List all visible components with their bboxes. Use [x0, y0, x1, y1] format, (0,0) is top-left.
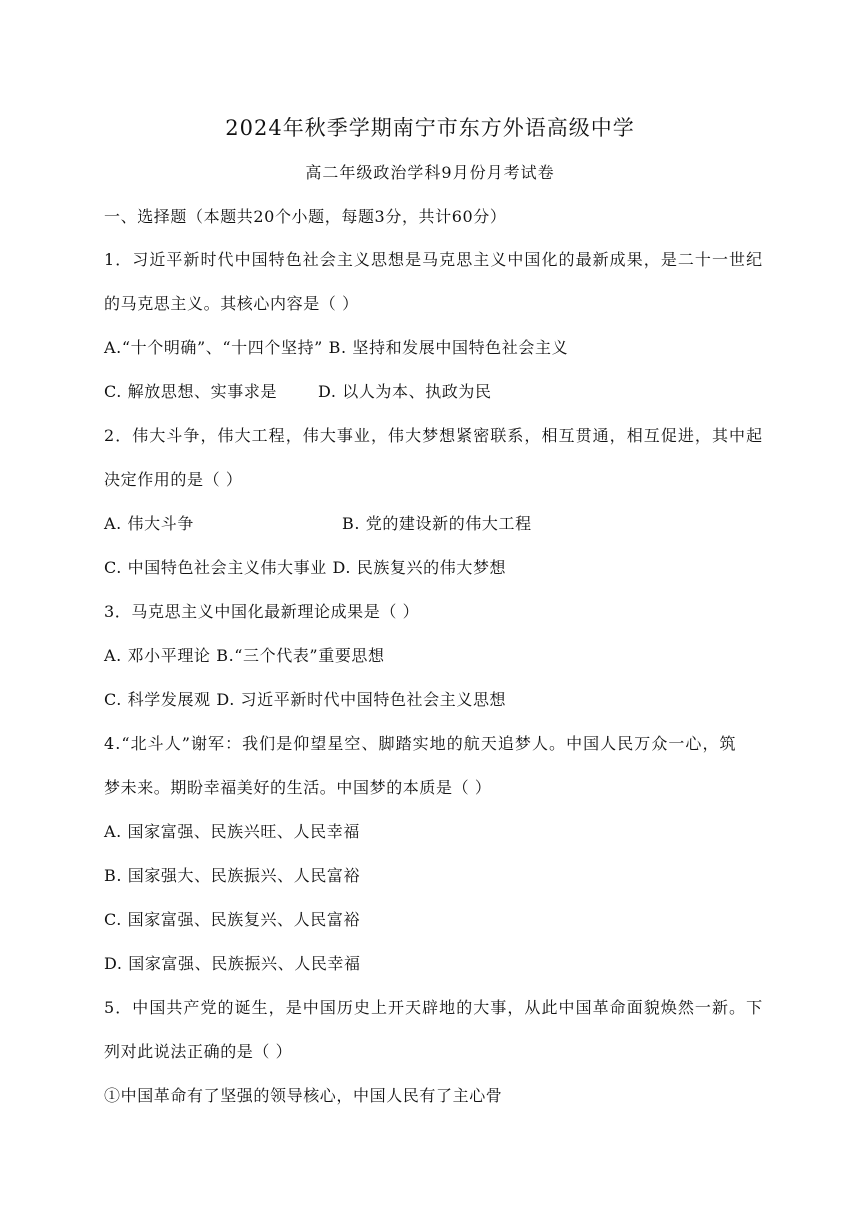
question-1-stem-line-2: 的马克思主义。其核心内容是（ ）: [104, 294, 359, 313]
question-3-option-ab: A. 邓小平理论 B.“三个代表”重要思想: [104, 646, 385, 665]
question-4-stem-line-1: 4.“北斗人”谢军：我们是仰望星空、脚踏实地的航天追梦人。中国人民万众一心，筑: [104, 734, 737, 753]
question-2-stem-line-2: 决定作用的是（ ）: [104, 470, 243, 489]
question-4-option-a: A. 国家富强、民族兴旺、人民幸福: [104, 822, 360, 841]
question-1-option-c: C. 解放思想、实事求是: [104, 382, 278, 401]
question-4-stem-line-2: 梦未来。期盼幸福美好的生活。中国梦的本质是（ ）: [104, 778, 492, 797]
question-1-option-ab: A.“十个明确”、“十四个坚持” B. 坚持和发展中国特色社会主义: [104, 338, 569, 357]
section-heading: 一、选择题（本题共20个小题，每题3分，共计60分）: [104, 207, 507, 226]
question-3-stem-line-1: 3．马克思主义中国化最新理论成果是（ ）: [104, 602, 420, 621]
question-3-option-cd: C. 科学发展观 D. 习近平新时代中国特色社会主义思想: [104, 690, 507, 709]
question-4-option-c: C. 国家富强、民族复兴、人民富裕: [104, 910, 361, 929]
question-5-stem-line-2: 列对此说法正确的是（ ）: [104, 1042, 293, 1061]
question-2-option-b: B. 党的建设新的伟大工程: [342, 514, 532, 533]
question-5-statement-1: ①中国革命有了坚强的领导核心，中国人民有了主心骨: [104, 1086, 503, 1105]
question-1-stem-line-1: 1．习近平新时代中国特色社会主义思想是马克思主义中国化的最新成果，是二十一世纪: [104, 250, 764, 269]
question-4-option-b: B. 国家强大、民族振兴、人民富裕: [104, 866, 361, 885]
question-2-option-cd: C. 中国特色社会主义伟大事业 D. 民族复兴的伟大梦想: [104, 558, 507, 577]
exam-title: 2024年秋季学期南宁市东方外语高级中学: [225, 116, 635, 140]
question-2-stem-line-1: 2．伟大斗争，伟大工程，伟大事业，伟大梦想紧密联系，相互贯通，相互促进，其中起: [104, 426, 764, 445]
exam-subtitle: 高二年级政治学科9月份月考试卷: [305, 163, 555, 182]
question-5-stem-line-1: 5．中国共产党的诞生，是中国历史上开天辟地的大事，从此中国革命面貌焕然一新。下: [104, 998, 764, 1017]
question-4-option-d: D. 国家富强、民族振兴、人民幸福: [104, 954, 361, 973]
question-2-option-a: A. 伟大斗争: [104, 514, 194, 533]
question-1-option-d: D. 以人为本、执政为民: [318, 382, 492, 401]
